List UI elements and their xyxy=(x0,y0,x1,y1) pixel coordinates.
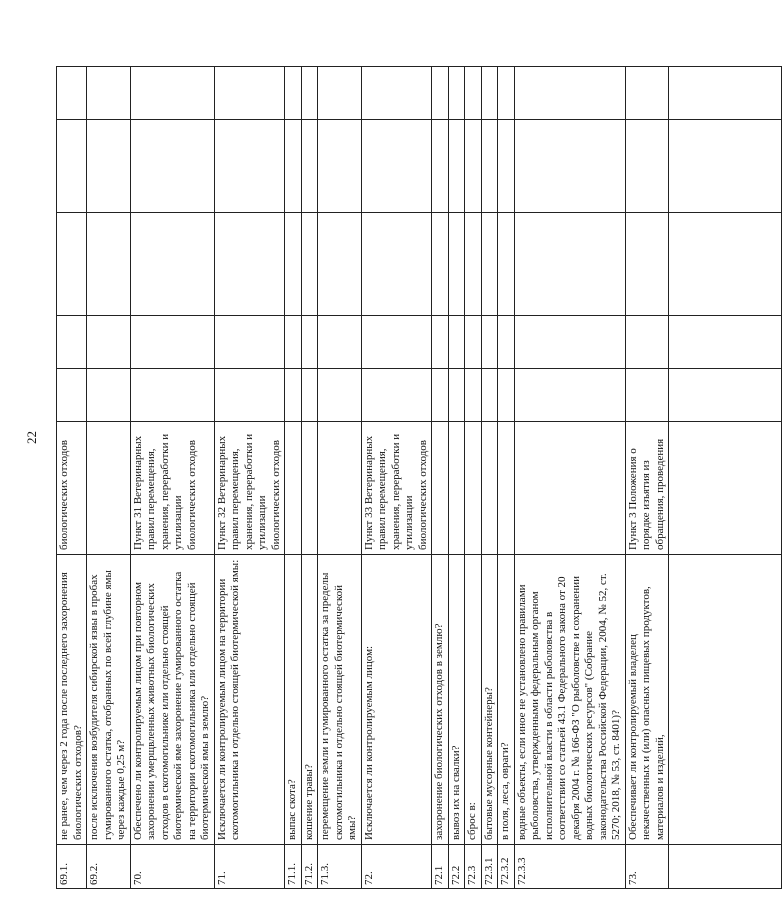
answer-cell xyxy=(481,120,498,213)
legal-reference xyxy=(285,422,302,555)
requirement-question: выпас скота? xyxy=(285,555,302,845)
answer-cell xyxy=(87,213,131,316)
answer-cell xyxy=(285,213,302,316)
table-row xyxy=(465,67,482,889)
answer-cell xyxy=(214,316,285,369)
requirement-question: Обеспечено ли контролируемым лицом при повторном захоронении умерщвленных животных биологических отходов в скотомогильнике или отдельно стоящей биотермической яме захоронение гумированного остатка на территории скотомогильника или отдельно стоящей биотермической ямы в землю? xyxy=(130,555,214,845)
requirement-question: водные объекты, если иное не установлено правилами рыболовства, утвержденными федеральным органом исполнительной власти в области рыболовства в соответствии со статьей 43.1 Федерального закона от 20 декабря 2004 г. № 166-ФЗ "О рыболовстве и сохранении водных биологических ресурсов" (Собрание законодательства Российской Федерации, 2004, № 52, ст. 5270; 2018, № 53, ст. 8401)? xyxy=(514,555,625,845)
legal-reference xyxy=(514,422,625,555)
answer-cell xyxy=(432,213,449,316)
answer-cell xyxy=(498,213,515,316)
item-number: 71.3. xyxy=(318,845,362,889)
answer-cell xyxy=(57,316,87,369)
answer-cell xyxy=(214,120,285,213)
requirement-question: не ранее, чем через 2 года после последнего захоронения биологических отходов? xyxy=(57,555,87,845)
answer-cell xyxy=(465,369,482,422)
legal-reference xyxy=(301,422,318,555)
answer-cell xyxy=(361,213,432,316)
answer-cell xyxy=(214,67,285,120)
legal-reference xyxy=(481,422,498,555)
item-number: 72. xyxy=(361,845,432,889)
empty-cell xyxy=(669,369,782,422)
answer-cell xyxy=(481,213,498,316)
legal-reference xyxy=(87,422,131,555)
table-row xyxy=(301,67,318,889)
legal-reference xyxy=(318,422,362,555)
requirement-question: Исключается ли контролируемым лицом: xyxy=(361,555,432,845)
answer-cell xyxy=(301,316,318,369)
requirement-question: Обеспечивает ли контролируемый владелец некачественных и (или) опасных пищевых продуктов, материалов и изделий, xyxy=(625,555,669,845)
answer-cell xyxy=(130,213,214,316)
empty-cell xyxy=(669,845,782,889)
item-number: 73. xyxy=(625,845,669,889)
answer-cell xyxy=(57,67,87,120)
answer-cell xyxy=(481,316,498,369)
table-row xyxy=(57,67,87,889)
rotated-table-wrapper xyxy=(56,67,666,889)
answer-cell xyxy=(432,67,449,120)
empty-cell xyxy=(669,120,782,213)
answer-cell xyxy=(481,67,498,120)
legal-reference: Пункт 33 Ветеринарных правил перемещения, хранения, переработки и утилизации биологических отходов xyxy=(361,422,432,555)
answer-cell xyxy=(514,316,625,369)
legal-reference: Пункт 31 Ветеринарных правил перемещения, хранения, переработки и утилизации биологических отходов xyxy=(130,422,214,555)
answer-cell xyxy=(57,213,87,316)
item-number: 72.3.3 xyxy=(514,845,625,889)
item-number: 69.2. xyxy=(87,845,131,889)
table-row xyxy=(285,67,302,889)
legal-reference: Пункт 3 Положения о порядке изъятия из обращения, проведения xyxy=(625,422,669,555)
legal-reference: Пункт 32 Ветеринарных правил перемещения, хранения, переработки и утилизации биологических отходов xyxy=(214,422,285,555)
item-number: 72.3.1 xyxy=(481,845,498,889)
empty-cell xyxy=(669,213,782,316)
answer-cell xyxy=(514,120,625,213)
answer-cell xyxy=(625,213,669,316)
answer-cell xyxy=(361,67,432,120)
empty-cell xyxy=(669,422,782,555)
answer-cell xyxy=(214,369,285,422)
legal-reference xyxy=(432,422,449,555)
answer-cell xyxy=(465,67,482,120)
answer-cell xyxy=(514,67,625,120)
legal-reference xyxy=(448,422,465,555)
answer-cell xyxy=(625,120,669,213)
answer-cell xyxy=(301,213,318,316)
answer-cell xyxy=(514,369,625,422)
requirement-question: в поля, леса, овраги? xyxy=(498,555,515,845)
answer-cell xyxy=(214,213,285,316)
answer-cell xyxy=(87,316,131,369)
table-row xyxy=(214,67,285,889)
answer-cell xyxy=(285,316,302,369)
legal-reference xyxy=(465,422,482,555)
requirement-question: вывоз их на свалки? xyxy=(448,555,465,845)
table-row xyxy=(514,67,625,889)
answer-cell xyxy=(481,369,498,422)
answer-cell xyxy=(301,369,318,422)
answer-cell xyxy=(285,120,302,213)
item-number: 71. xyxy=(214,845,285,889)
answer-cell xyxy=(130,120,214,213)
answer-cell xyxy=(498,316,515,369)
requirement-question: Исключается ли контролируемым лицом на территории скотомогильника и отдельно стоящей биотермической ямы: xyxy=(214,555,285,845)
item-number: 71.1. xyxy=(285,845,302,889)
answer-cell xyxy=(448,67,465,120)
item-number: 72.3.2 xyxy=(498,845,515,889)
answer-cell xyxy=(448,369,465,422)
empty-cell xyxy=(669,316,782,369)
table-row xyxy=(361,67,432,889)
item-number: 72.1 xyxy=(432,845,449,889)
requirement-question: бытовые мусорные контейнеры? xyxy=(481,555,498,845)
answer-cell xyxy=(301,67,318,120)
answer-cell xyxy=(465,213,482,316)
answer-cell xyxy=(448,120,465,213)
table-row xyxy=(625,67,669,889)
answer-cell xyxy=(361,369,432,422)
requirement-question: перемещение земли и гумированного остатка за пределы скотомогильника и отдельно стоящей биотермической ямы? xyxy=(318,555,362,845)
answer-cell xyxy=(432,120,449,213)
item-number: 69.1. xyxy=(57,845,87,889)
requirement-question: захоронение биологических отходов в землю? xyxy=(432,555,449,845)
answer-cell xyxy=(514,213,625,316)
requirement-question: сброс в: xyxy=(465,555,482,845)
answer-cell xyxy=(318,213,362,316)
answer-cell xyxy=(465,120,482,213)
requirement-question: кошение травы? xyxy=(301,555,318,845)
empty-cell xyxy=(669,555,782,845)
item-number: 72.3 xyxy=(465,845,482,889)
table-row xyxy=(318,67,362,889)
answer-cell xyxy=(87,67,131,120)
answer-cell xyxy=(87,120,131,213)
answer-cell xyxy=(57,120,87,213)
answer-cell xyxy=(318,316,362,369)
legal-reference: биологических отходов xyxy=(57,422,87,555)
answer-cell xyxy=(625,316,669,369)
table-row xyxy=(481,67,498,889)
answer-cell xyxy=(625,67,669,120)
answer-cell xyxy=(318,120,362,213)
answer-cell xyxy=(301,120,318,213)
answer-cell xyxy=(318,369,362,422)
answer-cell xyxy=(130,67,214,120)
answer-cell xyxy=(432,369,449,422)
page-number: 22 xyxy=(24,431,39,444)
answer-cell xyxy=(432,316,449,369)
answer-cell xyxy=(498,120,515,213)
answer-cell xyxy=(498,67,515,120)
table-row xyxy=(130,67,214,889)
answer-cell xyxy=(285,369,302,422)
table-row xyxy=(498,67,515,889)
checklist-table xyxy=(56,66,782,889)
answer-cell xyxy=(130,316,214,369)
requirement-question: после исключения возбудителя сибирской язвы в пробах гумированного остатка, отобранных по всей глубине ямы через каждые 0,25 м? xyxy=(87,555,131,845)
checklist-table-body xyxy=(57,67,782,889)
legal-reference xyxy=(498,422,515,555)
item-number: 72.2 xyxy=(448,845,465,889)
answer-cell xyxy=(448,316,465,369)
item-number: 71.2. xyxy=(301,845,318,889)
item-number: 70. xyxy=(130,845,214,889)
table-row xyxy=(432,67,449,889)
answer-cell xyxy=(361,120,432,213)
table-row xyxy=(448,67,465,889)
answer-cell xyxy=(87,369,131,422)
answer-cell xyxy=(625,369,669,422)
empty-cell xyxy=(669,67,782,120)
table-row-continuation xyxy=(669,67,782,889)
table-row xyxy=(87,67,131,889)
answer-cell xyxy=(130,369,214,422)
answer-cell xyxy=(285,67,302,120)
answer-cell xyxy=(361,316,432,369)
answer-cell xyxy=(465,316,482,369)
answer-cell xyxy=(57,369,87,422)
answer-cell xyxy=(498,369,515,422)
answer-cell xyxy=(448,213,465,316)
answer-cell xyxy=(318,67,362,120)
